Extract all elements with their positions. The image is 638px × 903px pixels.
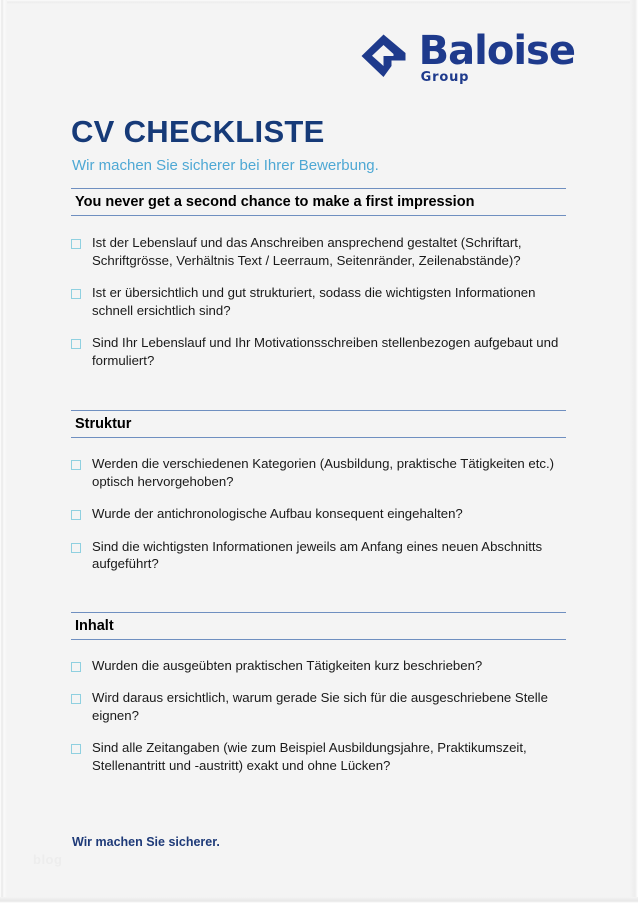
page-watermark: blog [33, 852, 63, 867]
section-title: Struktur [75, 416, 132, 432]
checkbox-icon[interactable] [71, 694, 81, 704]
checklist-items [71, 455, 566, 573]
checklist-item-label: Wurde der antichronologische Aufbau konsequent eingehalten? [92, 506, 463, 521]
checklist-item[interactable] [71, 657, 566, 675]
page-title: CV CHECKLISTE [71, 114, 325, 149]
checklist-item[interactable] [71, 334, 566, 369]
page-subtitle: Wir machen Sie sicherer bei Ihrer Bewerbung. [72, 157, 379, 174]
checklist-items [71, 234, 566, 369]
baloise-logo [360, 30, 575, 85]
checkbox-icon[interactable] [71, 510, 81, 520]
checklist-section [71, 188, 566, 369]
checkbox-icon[interactable] [71, 744, 81, 754]
checklist-item-label: Sind alle Zeitangaben (wie zum Beispiel Ausbildungsjahre, Praktikumszeit, Stellenantritt und -austritt) exakt und ohne Lücken? [92, 740, 527, 773]
checklist-item[interactable] [71, 538, 566, 573]
section-header [71, 188, 566, 216]
checklist-item[interactable] [71, 455, 566, 490]
checklist-item[interactable] [71, 689, 566, 724]
checklist-item-label: Wird daraus ersichtlich, warum gerade Sie sich für die ausgeschriebene Stelle eignen? [92, 690, 548, 723]
checklist-item[interactable] [71, 284, 566, 319]
baloise-diamond-mark-icon [360, 33, 416, 79]
checklist-item-label: Ist der Lebenslauf und das Anschreiben ansprechend gestaltet (Schriftart, Schriftgrösse, Verhältnis Text / Leerraum, Seitenränder, Zeilenabstände)? [92, 235, 522, 268]
checklist-item[interactable] [71, 739, 566, 774]
section-title: You never get a second chance to make a first impression [75, 194, 475, 210]
footer-claim: Wir machen Sie sicherer. [72, 835, 220, 849]
logo-wordmark: Baloise [418, 28, 575, 74]
section-title: Inhalt [75, 617, 114, 634]
checklist-item-label: Sind Ihr Lebenslauf und Ihr Motivationsschreiben stellenbezogen aufgebaut und formuliert? [92, 335, 559, 368]
checkbox-icon[interactable] [71, 543, 81, 553]
checklist-item-label: Sind die wichtigsten Informationen jeweils am Anfang eines neuen Abschnitts aufgeführt? [92, 538, 543, 571]
checklist-item[interactable] [71, 234, 566, 269]
checklist-item-label: Wurden die ausgeübten praktischen Tätigkeiten kurz beschrieben? [92, 657, 483, 673]
checklist-item-label: Ist er übersichtlich und gut strukturiert, sodass die wichtigsten Informationen schnell ersichtlich sind? [92, 285, 536, 318]
checkbox-icon[interactable] [71, 339, 81, 349]
checklist-item-label: Werden die verschiedenen Kategorien (Ausbildung, praktische Tätigkeiten etc.) optisch hervorgehoben? [92, 456, 555, 489]
logo-text-block [419, 30, 575, 85]
checklist-items [71, 657, 566, 775]
section-header [71, 410, 566, 438]
checkbox-icon[interactable] [71, 239, 81, 249]
checkbox-icon[interactable] [71, 289, 81, 299]
section-header [71, 612, 566, 640]
checklist-sections [71, 188, 566, 789]
logo-subbrand: Group [420, 70, 470, 85]
checkbox-icon[interactable] [71, 662, 81, 672]
checklist-item[interactable] [71, 505, 566, 523]
checkbox-icon[interactable] [71, 460, 81, 470]
checklist-section [71, 410, 566, 573]
checklist-section [71, 612, 566, 775]
